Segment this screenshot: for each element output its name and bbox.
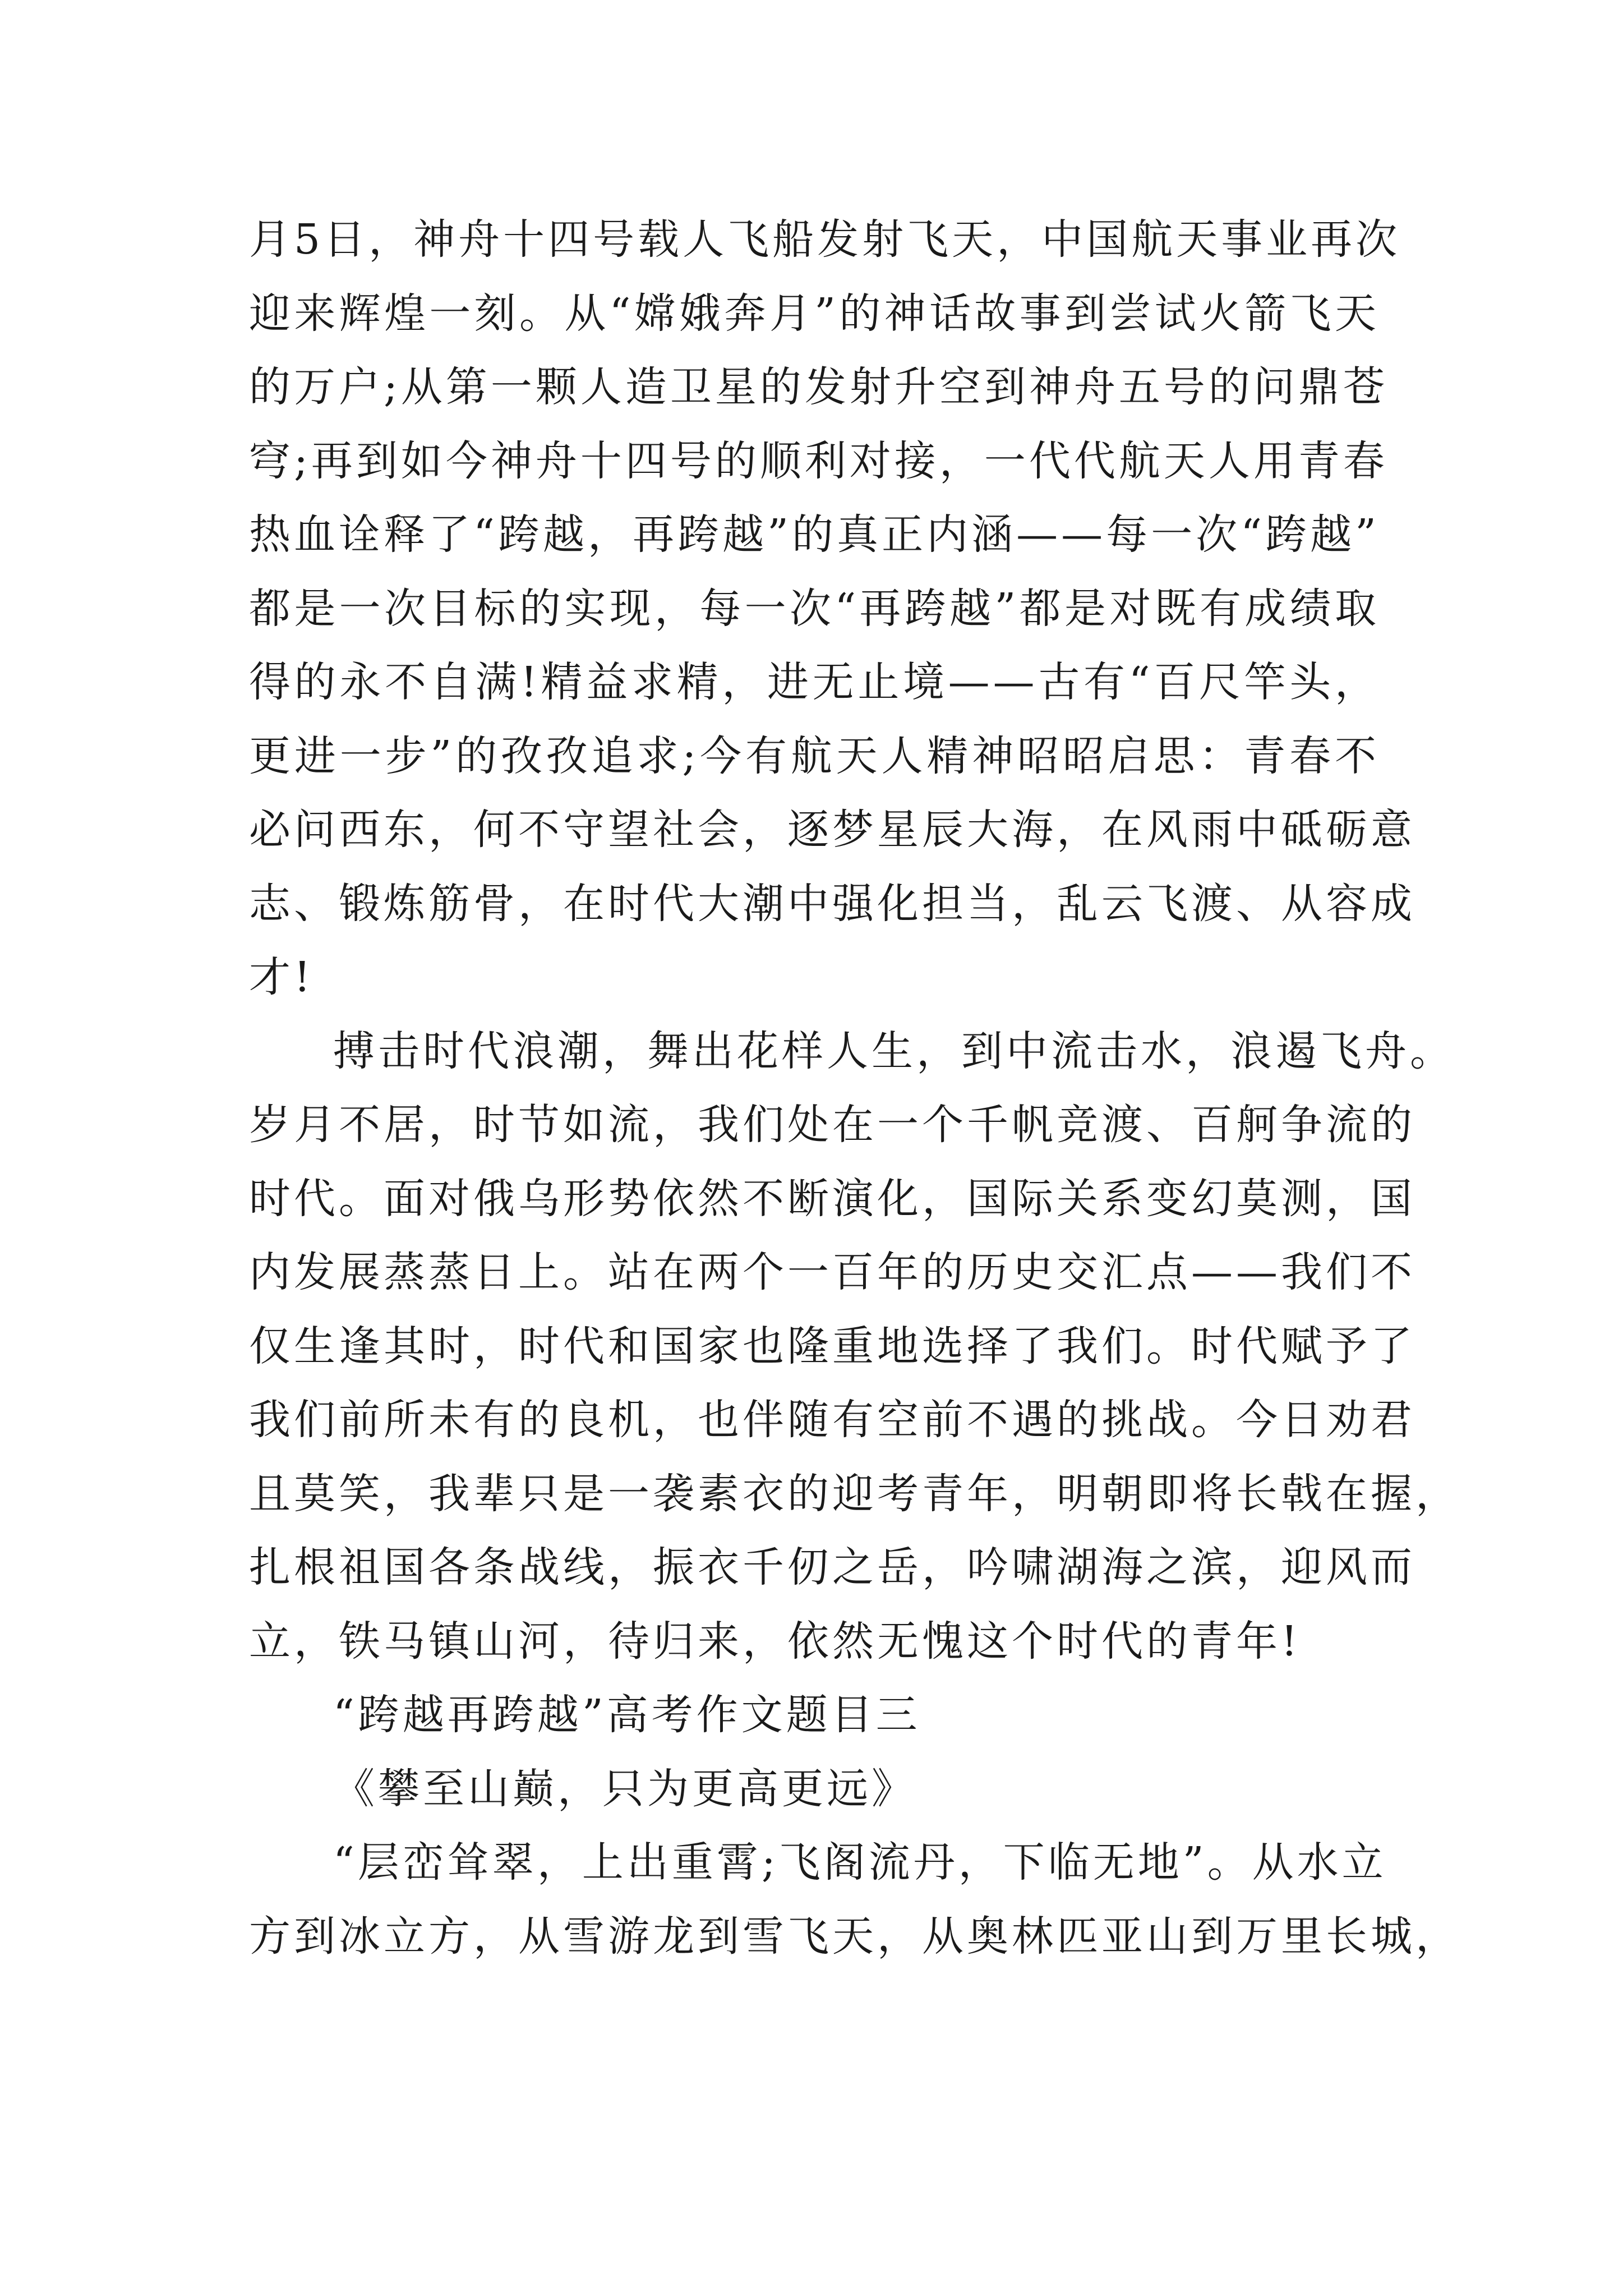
paragraph-line: 的万户;从第一颗人造卫星的发射升空到神舟五号的问鼎苍	[249, 363, 1388, 411]
paragraph-line: 志、锻炼筋骨，在时代大潮中强化担当，乱云飞渡、从容成	[249, 879, 1415, 928]
paragraph-line: 都是一次目标的实现，每一次“再跨越”都是对既有成绩取	[249, 584, 1380, 633]
paragraph-3	[249, 1826, 1460, 1973]
paragraph-line: 方到冰立方，从雪游龙到雪飞天，从奥林匹亚山到万里长城，	[249, 1912, 1460, 1961]
paragraph-2	[249, 1015, 1460, 1679]
section-heading: “跨越再跨越”高考作文题目三	[333, 1691, 921, 1739]
paragraph-line: 搏击时代浪潮，舞出花样人生，到中流击水，浪遏飞舟。	[333, 1027, 1455, 1075]
paragraph-line: 内发展蒸蒸日上。站在两个一百年的历史交汇点——我们不	[249, 1248, 1415, 1296]
paragraph-line: 我们前所未有的良机，也伴随有空前不遇的挑战。今日劝君	[249, 1396, 1415, 1444]
paragraph-line: 才!	[249, 953, 314, 1001]
paragraph-line: 迎来辉煌一刻。从“嫦娥奔月”的神话故事到尝试火箭飞天	[249, 289, 1380, 338]
paragraph-line: 时代。面对俄乌形势依然不断演化，国际关系变幻莫测，国	[249, 1174, 1415, 1223]
paragraph-line: 且莫笑，我辈只是一袭素衣的迎考青年，明朝即将长戟在握，	[249, 1469, 1460, 1518]
paragraph-line: 立，铁马镇山河，待归来，依然无愧这个时代的青年!	[249, 1617, 1301, 1665]
essay-title: 《攀至山巅，只为更高更远》	[333, 1764, 916, 1813]
paragraph-line: 更进一步”的孜孜追求;今有航天人精神昭昭启思：青春不	[249, 731, 1380, 780]
paragraph-line: 仅生逢其时，时代和国家也隆重地选择了我们。时代赋予了	[249, 1322, 1415, 1370]
paragraph-line: 必问西东，何不守望社会，逐梦星辰大海，在风雨中砥砺意	[249, 806, 1415, 854]
paragraph-line: 得的永不自满!精益求精，进无止境——古有“百尺竿头，	[249, 658, 1380, 706]
paragraph-line: 穹;再到如今神舟十四号的顺利对接，一代代航天人用青春	[249, 436, 1388, 485]
paragraph-line: 热血诠释了“跨越，再跨越”的真正内涵——每一次“跨越”	[249, 510, 1380, 559]
document-body	[249, 203, 1460, 1973]
paragraph-line: “层峦耸翠，上出重霄;飞阁流丹，下临无地”。从水立	[333, 1838, 1387, 1887]
paragraph-line: 扎根祖国各条战线，振衣千仞之岳，吟啸湖海之滨，迎风而	[249, 1543, 1415, 1591]
paragraph-line: 岁月不居，时节如流，我们处在一个千帆竞渡、百舸争流的	[249, 1101, 1415, 1149]
paragraph-1	[249, 203, 1415, 1015]
paragraph-line: 月5日，神舟十四号载人飞船发射飞天，中国航天事业再次	[249, 215, 1401, 264]
